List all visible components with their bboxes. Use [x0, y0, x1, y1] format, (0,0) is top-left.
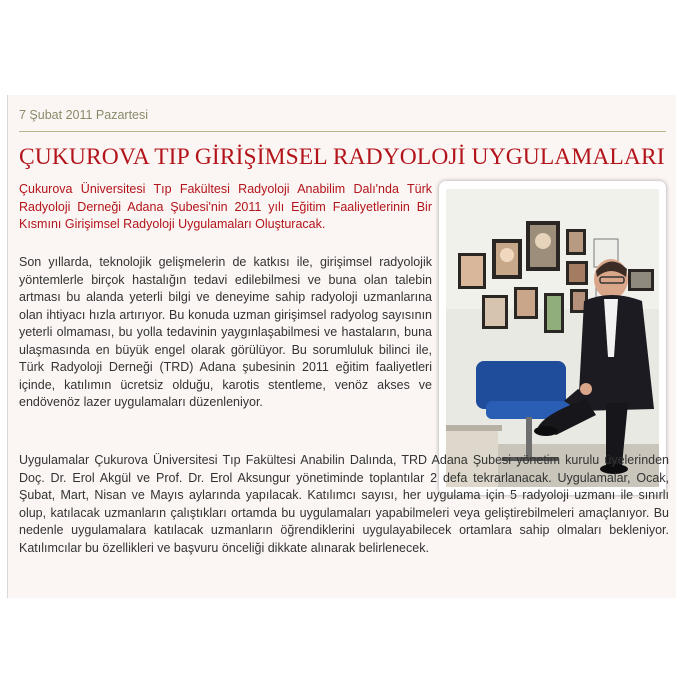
article-title: ÇUKUROVA TIP GİRİŞİMSEL RADYOLOJİ UYGULAMALARI [19, 144, 665, 170]
article-paragraph-2: Uygulamalar Çukurova Üniversitesi Tıp Fakültesi Anabilin Dalında, TRD Adana Şubesi yönetim kurulu üyelerinden Doç. Dr. Erol Akgül ve Prof. Dr. Erol Aksungur yönetiminde toplantılar 2 defa tekrarlanacak. Uygulamalar, Ocak, Şubat, Mart, Nisan ve Mayıs aylarında yapılacak. Katılımcı sayısı, her uygulama için 5 radyoloji uzmanı ile sınırlı olup, katılacak uzmanların çalıştıkları ortamda bu uygulamaları yapabilmeleri veya geliştirebilmeleri amaçlanıyor. Bu nedenle uygulamalara katılacak uzmanların öğrendiklerini uygulayabilecek ortamlara sahip olmaları bekleniyor. Katılımcılar bu özellikleri ve başvuru önceliği dikkate alınarak belirlenecek. [19, 453, 669, 555]
date-divider [19, 131, 666, 132]
article-date: 7 Şubat 2011 Pazartesi [19, 108, 149, 122]
article-photo [439, 181, 666, 495]
office-photo-illustration [446, 189, 659, 487]
article-lead: Çukurova Üniversitesi Tıp Fakültesi Radyoloji Anabilim Dalı'nda Türk Radyoloji Derneği Adana Şubesi'nin 2011 yılı Eğitim Faaliyetlerinin Bir Kısmını Girişimsel Radyoloji Uygulamaları Oluşturacak. [19, 182, 432, 231]
article-paragraph-1: Son yıllarda, teknolojik gelişmelerin de katkısı ile, girişimsel radyolojik yöntemlerle birçok hastalığın tedavi edilebilmesi ve buna olan talebin artması bu alanda yeterli bilgi ve deneyime sahip radyoloji uzmanlarına olan ihtiyacı hızla artırıyor. Bu konuda uzman girişimsel radyolog sayısının yeterli olmaması, bu yolla tedavinin yaygınlaşabilmesi ve hastaların, buna ulaşmasında en büyük engel olarak görülüyor. Bu sorumluluk bilinci ile, Türk Radyoloji Derneği (TRD) Adana şubesinin 2011 eğitim faaliyetleri içinde, katılımın ücretsiz olduğu, karotis stentleme, venöz akses ve endövenöz lazer uygulamaları düzenleniyor. [19, 255, 432, 409]
